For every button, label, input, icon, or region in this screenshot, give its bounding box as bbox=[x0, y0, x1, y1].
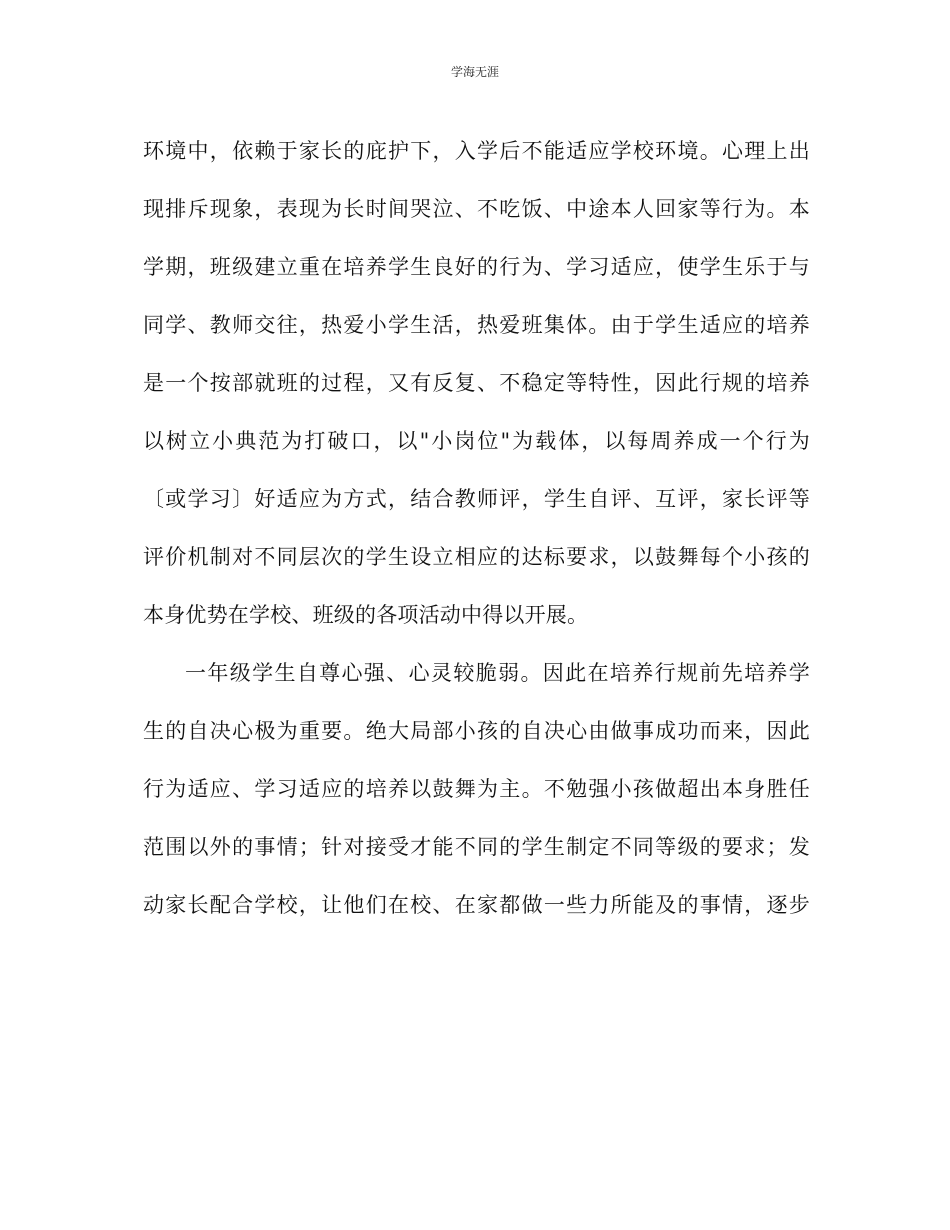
text-line: 一年级学生自尊心强、心灵较脆弱。因此在培养行规前先培养学 bbox=[185, 661, 810, 685]
text-line: 生的自决心极为重要。绝大局部小孩的自决心由做事成功而来，因此 bbox=[143, 719, 810, 743]
text-line: 是一个按部就班的过程，又有反复、不稳定等特性，因此行规的培养 bbox=[143, 371, 810, 395]
text-line: 行为适应、学习适应的培养以鼓舞为主。不勉强小孩做超出本身胜任 bbox=[143, 777, 810, 801]
page-header: 学海无涯 bbox=[450, 65, 499, 79]
text-line: 评价机制对不同层次的学生设立相应的达标要求，以鼓舞每个小孩的 bbox=[143, 545, 810, 569]
text-line: 学期，班级建立重在培养学生良好的行为、学习适应，使学生乐于与 bbox=[143, 255, 810, 279]
text-line: 以树立小典范为打破口，以"小岗位"为载体，以每周养成一个行为 bbox=[143, 429, 810, 453]
text-line: 本身优势在学校、班级的各项活动中得以开展。 bbox=[143, 603, 589, 627]
text-line: 范围以外的事情；针对接受才能不同的学生制定不同等级的要求；发 bbox=[143, 835, 810, 859]
text-line: 〔或学习〕好适应为方式，结合教师评，学生自评、互评，家长评等 bbox=[143, 487, 810, 511]
text-line: 环境中，依赖于家长的庇护下，入学后不能适应学校环境。心理上出 bbox=[143, 139, 810, 163]
text-line: 动家长配合学校，让他们在校、在家都做一些力所能及的事情，逐步 bbox=[143, 893, 810, 917]
paragraph-1 bbox=[143, 122, 810, 644]
text-line: 同学、教师交往，热爱小学生活，热爱班集体。由于学生适应的培养 bbox=[143, 313, 810, 337]
text-line: 现排斥现象，表现为长时间哭泣、不吃饭、中途本人回家等行为。本 bbox=[143, 197, 810, 221]
body-text bbox=[143, 122, 810, 934]
paragraph-2 bbox=[143, 644, 810, 934]
